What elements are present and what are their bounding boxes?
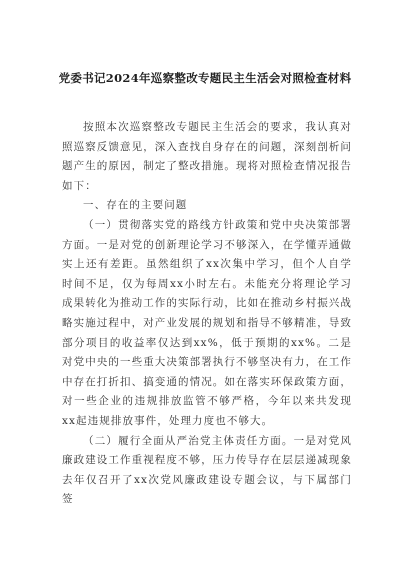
document-title: 党委书记2024年巡察整改专题民主生活会对照检查材料 xyxy=(58,71,352,85)
document-body xyxy=(62,118,352,510)
intro-paragraph: 按照本次巡察整改专题民主生活会的要求，我认真对照巡察反馈意见，深入查找自身存在的问题，深刻剖析问题产生的原因，制定了整改措施。现将对照检查情况报告如下： xyxy=(62,121,352,192)
paragraph-item-2: （二）履行全面从严治党主体责任方面。一是对党风廉政建设工作重视程度不够，压力传导存在层层递减现象去年仅召开了xx次党风廉政建设专题会议，与下属部门签 xyxy=(62,434,352,506)
section-heading: 一、存在的主要问题 xyxy=(83,199,188,212)
paragraph-item-1: （一）贯彻落实党的路线方针政策和党中央决策部署方面。一是对党的创新理论学习不够深入，在学懂弄通做实上还有差距。虽然组织了xx次集中学习，但个人自学时间不足，仅为每周xx小时左右。未能充分将理论学习成果转化为推动工作的实际行动，比如在推动乡村振兴战略实施过程中，对产业发展的规划和指导不够精准，导致部分项目的收益率仅达到xx%，低于预期的xx%。二是对党中央的一些重大决策部署执行不够坚决有力，在工作中存在打折扣、搞变通的情况。如在落实环保政策方面，对一些企业的违规排放监管不够严格，今年以来共发现xx起违规排放事件，处理力度也不够大。 xyxy=(62,218,352,427)
